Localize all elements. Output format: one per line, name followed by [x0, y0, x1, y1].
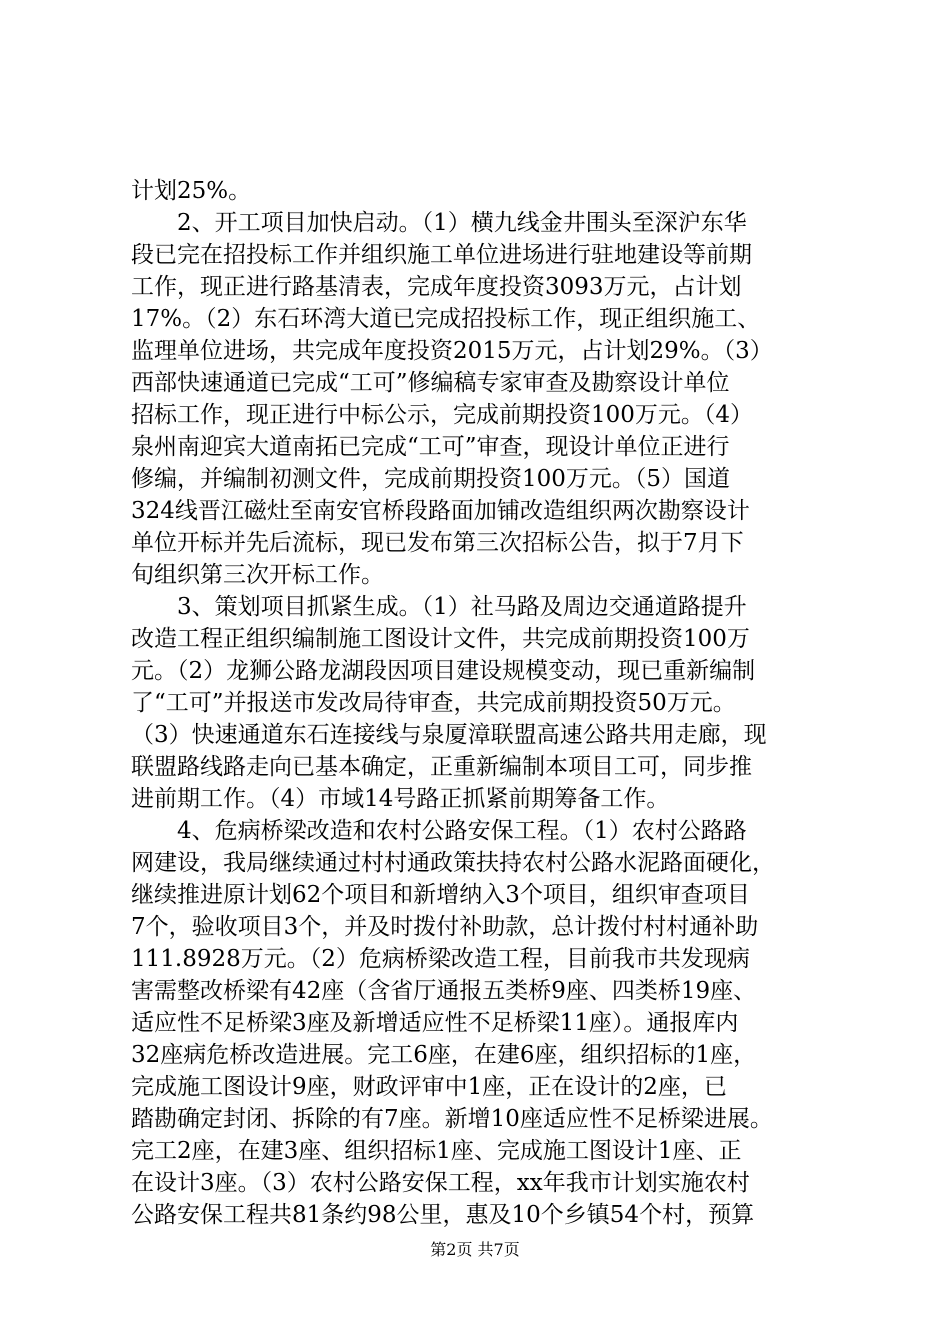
- page-number-footer: 第2页 共7页: [430, 1240, 520, 1259]
- text-line: 旬组织第三次开标工作。: [131, 562, 384, 588]
- text-line: 元。（2）龙狮公路龙湖段因项目建设规模变动，现已重新编制: [131, 658, 756, 684]
- paragraph-3-start: 3、策划项目抓紧生成。（1）社马路及周边交通道路提升: [177, 594, 747, 620]
- text-line: 适应性不足桥梁3座及新增适应性不足桥梁11座）。通报库内: [131, 1010, 739, 1036]
- text-line: 324线晋江磁灶至南安官桥段路面加铺改造组织两次勘察设计: [131, 498, 750, 524]
- text-line: 改造工程正组织编制施工图设计文件，共完成前期投资100万: [131, 626, 750, 652]
- text-line: 111.8928万元。（2）危病桥梁改造工程，目前我市共发现病: [131, 946, 750, 972]
- text-line: 17%。（2）东石环湾大道已完成招投标工作，现正组织施工、: [131, 306, 761, 332]
- text-line: 踏勘确定封闭、拆除的有7座。新增10座适应性不足桥梁进展。: [131, 1106, 773, 1132]
- text-line: 泉州南迎宾大道南拓已完成“工可”审查，现设计单位正进行: [131, 434, 730, 460]
- text-line: 继续推进原计划62个项目和新增纳入3个项目，组织审查项目: [131, 882, 750, 908]
- text-line: 网建设，我局继续通过村村通政策扶持农村公路水泥路面硬化，: [131, 850, 775, 876]
- text-line: 7个，验收项目3个，并及时拨付补助款，总计拨付村村通补助: [131, 914, 759, 940]
- text-line: 联盟路线路走向已基本确定，正重新编制本项目工可，同步推: [131, 754, 752, 780]
- text-line: 工作，现正进行路基清表，完成年度投资3093万元，占计划: [131, 274, 742, 300]
- text-line: 在设计3座。（3）农村公路安保工程，xx年我市计划实施农村: [131, 1170, 750, 1196]
- text-line: 害需整改桥梁有42座（含省厅通报五类桥9座、四类桥19座、: [131, 978, 757, 1004]
- text-line: 段已完在招投标工作并组织施工单位进场进行驻地建设等前期: [131, 242, 752, 268]
- text-line: 修编，并编制初测文件，完成前期投资100万元。（5）国道: [131, 466, 731, 492]
- text-line: 完成施工图设计9座，财政评审中1座，正在设计的2座，已: [131, 1074, 727, 1100]
- paragraph-4-start: 4、危病桥梁改造和农村公路安保工程。（1）农村公路路: [177, 818, 747, 844]
- text-line: 完工2座，在建3座、组织招标1座、完成施工图设计1座、正: [131, 1138, 742, 1164]
- text-line: 32座病危桥改造进展。完工6座，在建6座，组织招标的1座，: [131, 1042, 757, 1068]
- text-line: 监理单位进场，共完成年度投资2015万元，占计划29%。（3）: [131, 338, 773, 364]
- text-line: （3）快速通道东石连接线与泉厦漳联盟高速公路共用走廊，现: [131, 722, 767, 748]
- paragraph-2-start: 2、开工项目加快启动。（1）横九线金井围头至深沪东华: [177, 210, 747, 236]
- text-line: 进前期工作。（4）市域14号路正抓紧前期筹备工作。: [131, 786, 670, 812]
- text-line: 西部快速通道已完成“工可”修编稿专家审查及勘察设计单位: [131, 370, 730, 396]
- text-line: 公路安保工程共81条约98公里，惠及10个乡镇54个村，预算: [131, 1202, 755, 1228]
- text-line: 计划25%。: [131, 178, 252, 204]
- text-line: 了“工可”并报送市发改局待审查，共完成前期投资50万元。: [131, 690, 736, 716]
- text-line: 单位开标并先后流标，现已发布第三次招标公告，拟于7月下: [131, 530, 744, 556]
- text-line: 招标工作，现正进行中标公示，完成前期投资100万元。（4）: [131, 402, 754, 428]
